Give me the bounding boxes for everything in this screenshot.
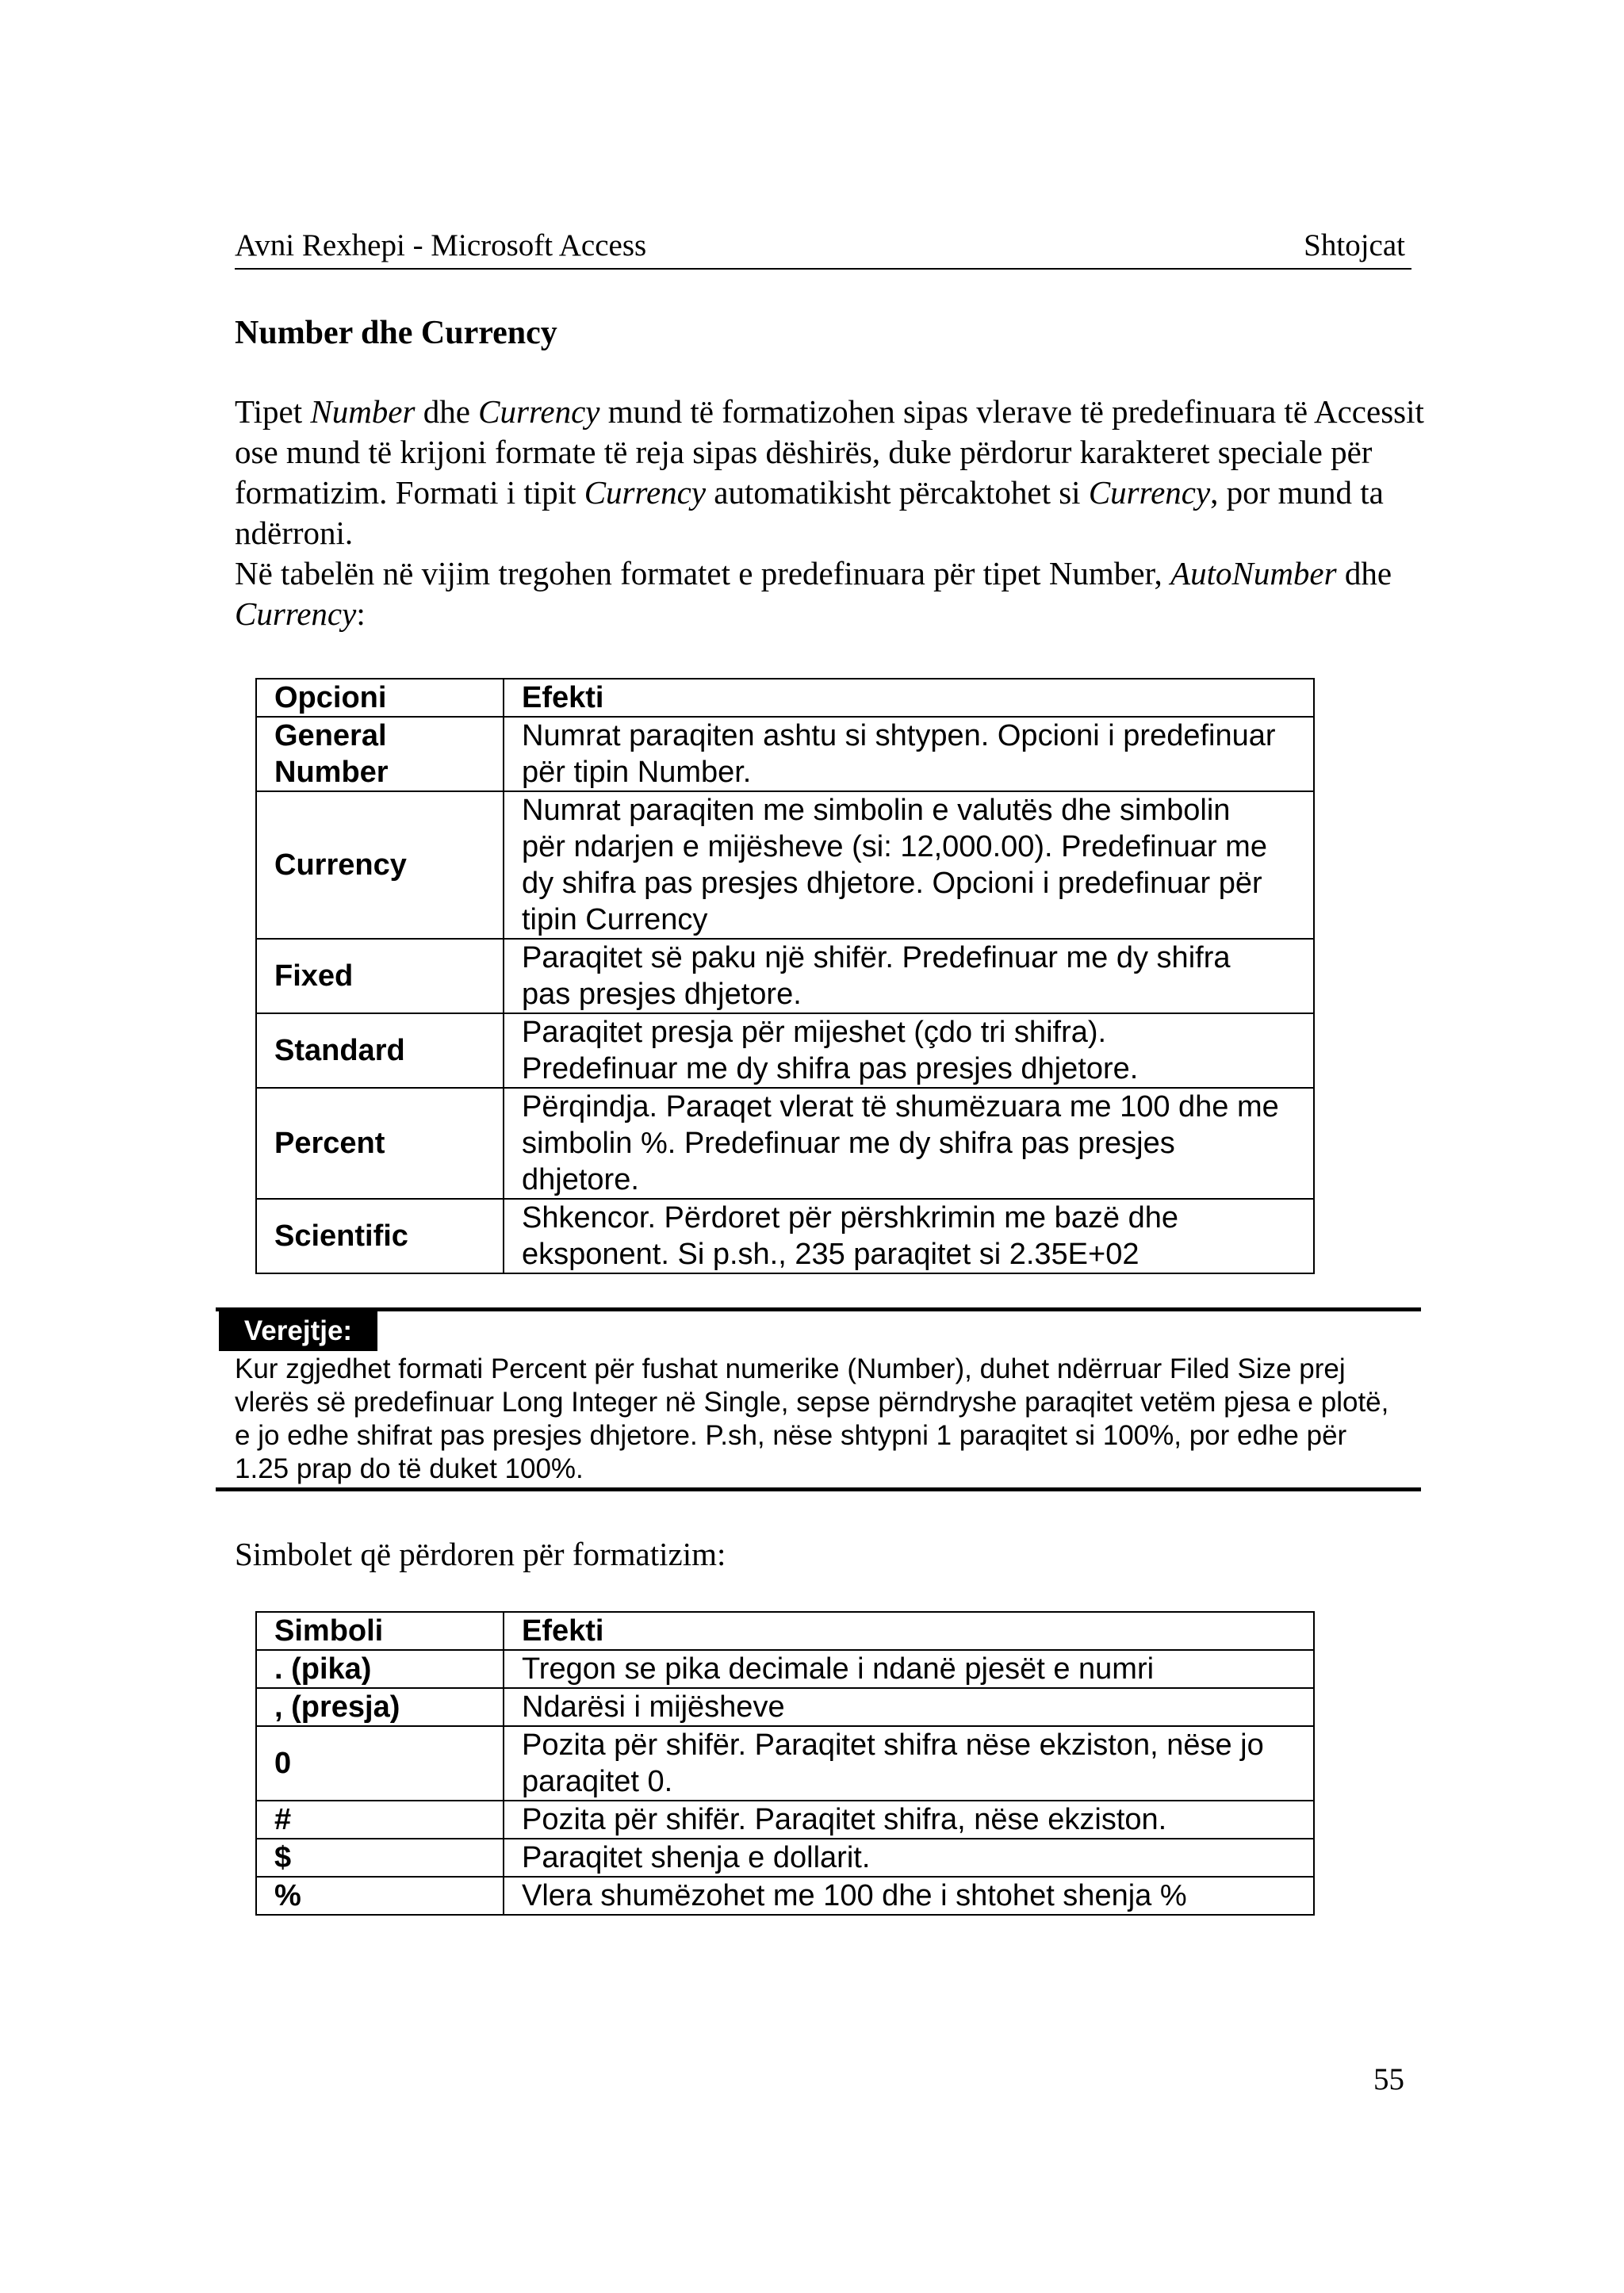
text-run-italic: Number [310, 393, 416, 430]
column-header-effect: Efekti [504, 1612, 1314, 1650]
note-label: Verejtje: [219, 1311, 377, 1351]
text-run: : [356, 595, 366, 632]
section-title: Number dhe Currency [235, 315, 557, 351]
column-header-option: Opcioni [256, 679, 504, 717]
table-row [256, 1877, 1314, 1915]
intro-text [235, 392, 1424, 634]
table-header-row [256, 1612, 1314, 1650]
header-section: Shtojcat [1304, 228, 1405, 262]
table-row [256, 717, 1314, 791]
note-top-rule [216, 1307, 1421, 1311]
column-header-effect: Efekti [504, 679, 1314, 717]
table-row [256, 1688, 1314, 1726]
text-run: automatikisht përcaktohet si [706, 474, 1089, 511]
symbol-cell: 0 [256, 1726, 504, 1801]
symbol-cell: % [256, 1877, 504, 1915]
text-run: mund të formatizohen sipas vlerave të predefinuara të Accessit ose mund të krijoni formate të reja sipas dëshirës, duke përdorur karakteret speciale për formatizim. Formati i tipit [235, 393, 1424, 511]
text-run: Tipet [235, 393, 311, 430]
text-run-italic: Currency [478, 393, 600, 430]
effect-cell: Pozita për shifër. Paraqitet shifra, nëse ekziston. [504, 1801, 1314, 1839]
option-cell: Percent [256, 1088, 504, 1199]
effect-cell: Paraqitet së paku një shifër. Predefinuar me dy shifra pas presjes dhjetore. [504, 939, 1314, 1013]
table-row [256, 1650, 1314, 1688]
text-run: dhe [1336, 555, 1392, 591]
text-run: , por mund ta ndërroni. [235, 474, 1384, 551]
effect-cell: Tregon se pika decimale i ndanë pjesët e numri [504, 1650, 1314, 1688]
text-run-italic: Currency [584, 474, 707, 511]
table-row [256, 1726, 1314, 1801]
text-run: dhe [415, 393, 479, 430]
symbol-cell: # [256, 1801, 504, 1839]
symbol-cell: $ [256, 1839, 504, 1877]
text-run: Në tabelën në vijim tregohen formatet e predefinuara për tipet Number, [235, 555, 1171, 591]
effect-cell: Ndarësi i mijësheve [504, 1688, 1314, 1726]
option-cell: Standard [256, 1013, 504, 1088]
table-row [256, 1013, 1314, 1088]
table-row [256, 1088, 1314, 1199]
format-symbols-table [255, 1611, 1315, 1916]
table-row [256, 791, 1314, 939]
effect-cell: Paraqitet shenja e dollarit. [504, 1839, 1314, 1877]
effect-cell: Vlera shumëzohet me 100 dhe i shtohet shenja % [504, 1877, 1314, 1915]
text-run-italic: Currency [1088, 474, 1211, 511]
effect-cell: Përqindja. Paraqet vlerat të shumëzuara me 100 dhe me simbolin %. Predefinuar me dy shifra pas presjes dhjetore. [504, 1088, 1314, 1199]
table-row [256, 1839, 1314, 1877]
header-author-title: Avni Rexhepi - Microsoft Access [235, 228, 647, 262]
page-header [235, 224, 1411, 270]
option-cell: Currency [256, 791, 504, 939]
text-run-italic: Currency [235, 595, 357, 632]
intro-paragraph-2 [235, 553, 1424, 634]
note-bottom-rule [216, 1487, 1421, 1491]
effect-cell: Shkencor. Përdoret për përshkrimin me bazë dhe eksponent. Si p.sh., 235 paraqitet si 2.35E+02 [504, 1199, 1314, 1273]
table-header-row [256, 679, 1314, 717]
table-row [256, 939, 1314, 1013]
effect-cell: Numrat paraqiten ashtu si shtypen. Opcioni i predefinuar për tipin Number. [504, 717, 1314, 791]
format-options-table [255, 678, 1315, 1274]
option-cell: Fixed [256, 939, 504, 1013]
text-run-italic: AutoNumber [1170, 555, 1337, 591]
page-number: 55 [1373, 2062, 1404, 2096]
effect-cell: Paraqitet presja për mijeshet (çdo tri shifra). Predefinuar me dy shifra pas presjes dhjetore. [504, 1013, 1314, 1088]
option-cell: Scientific [256, 1199, 504, 1273]
table-row [256, 1199, 1314, 1273]
symbols-intro: Simbolet që përdoren për formatizim: [235, 1536, 726, 1572]
column-header-symbol: Simboli [256, 1612, 504, 1650]
symbol-cell: . (pika) [256, 1650, 504, 1688]
option-cell: General Number [256, 717, 504, 791]
table-row [256, 1801, 1314, 1839]
effect-cell: Numrat paraqiten me simbolin e valutës dhe simbolin për ndarjen e mijësheve (si: 12,000.00). Predefinuar me dy shifra pas presjes dhjetore. Opcioni i predefinuar për tipin Currency [504, 791, 1314, 939]
symbol-cell: , (presja) [256, 1688, 504, 1726]
effect-cell: Pozita për shifër. Paraqitet shifra nëse ekziston, nëse jo paraqitet 0. [504, 1726, 1314, 1801]
intro-paragraph-1 [235, 392, 1424, 553]
note-text: Kur zgjedhet formati Percent për fushat numerike (Number), duhet ndërruar Filed Size prej vlerës së predefinuar Long Integer në Single, sepse përndryshe paraqitet vetëm pjesa e plotë, e jo edhe shifrat pas presjes dhjetore. P.sh, nëse shtypni 1 paraqitet si 100%, por edhe për 1.25 prap do të duket 100%. [235, 1353, 1389, 1484]
